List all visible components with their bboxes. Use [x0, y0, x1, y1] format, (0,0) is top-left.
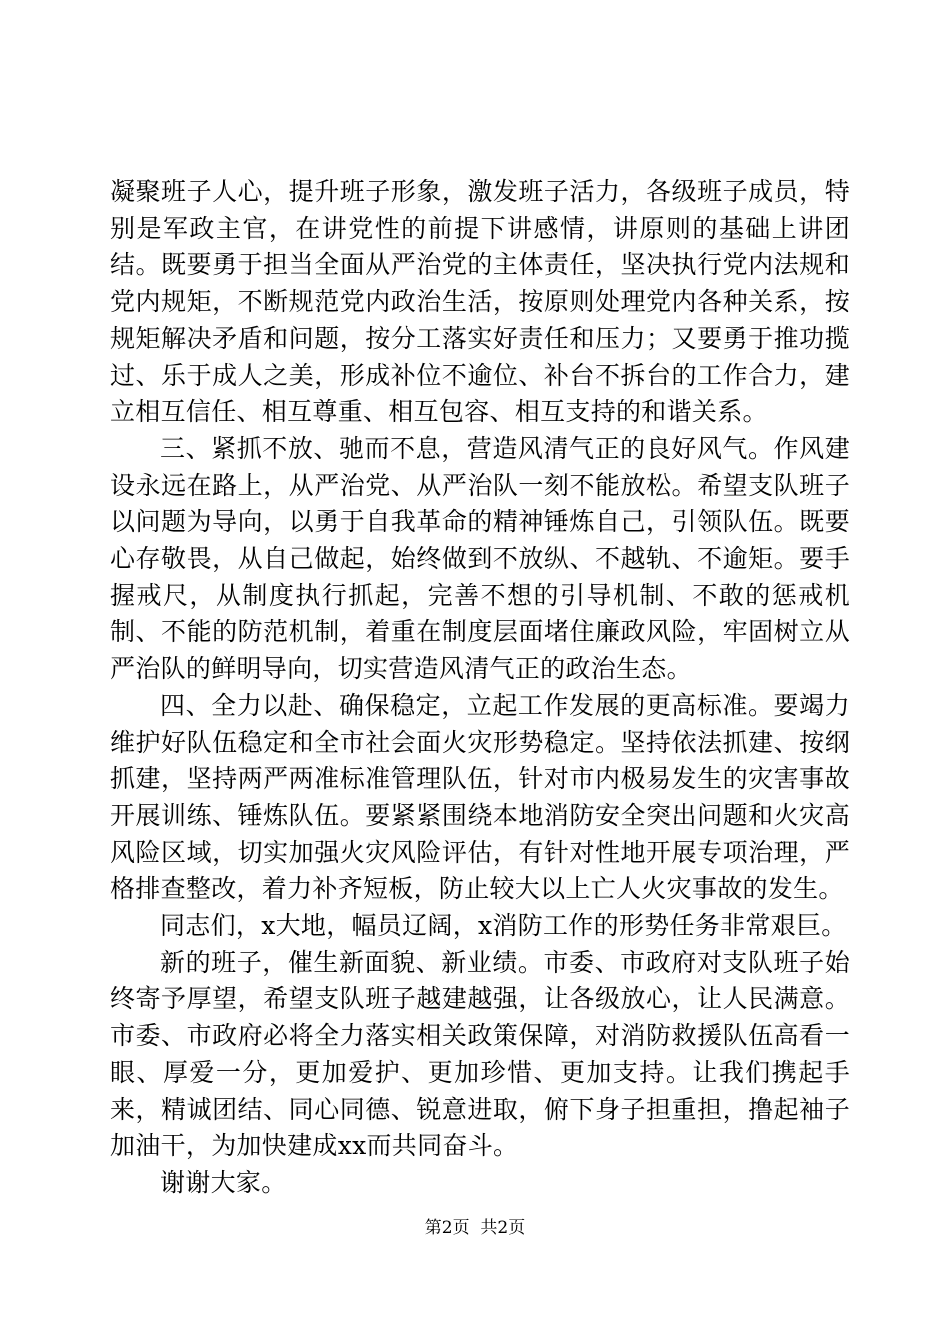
page-number: 第2页 共2页 — [424, 1218, 526, 1238]
paragraph-5: 新的班子，催生新面貌、新业绩。市委、市政府对支队班子始终寄予厚望，希望支队班子越建越强，让各级放心，让人民满意。市委、市政府必将全力落实相关政策保障，对消防救援队伍高看一眼、厚爱一分，更加爱护、更加珍惜、更加支持。让我们携起手来，精诚团结、同心同德、锐意进取，俯下身子担重担，撸起袖子加油干，为加快建成xx而共同奋斗。 — [110, 947, 850, 1161]
page-footer — [0, 1216, 950, 1240]
paragraph-1: 凝聚班子人心，提升班子形象，激发班子活力，各级班子成员，特别是军政主官，在讲党性的前提下讲感情，讲原则的基础上讲团结。既要勇于担当全面从严治党的主体责任，坚决执行党内法规和党内规矩，不断规范党内政治生活，按原则处理党内各种关系，按规矩解决矛盾和问题，按分工落实好责任和压力；又要勇于推功揽过、乐于成人之美，形成补位不逾位、补台不拆台的工作合力，建立相互信任、相互尊重、相互包容、相互支持的和谐关系。 — [110, 177, 850, 427]
document-body — [110, 174, 850, 1202]
paragraph-4: 同志们，x大地，幅员辽阔，x消防工作的形势任务非常艰巨。 — [160, 911, 847, 941]
paragraph-2: 三、紧抓不放、驰而不息，营造风清气正的良好风气。作风建设永远在路上，从严治党、从严治队一刻不能放松。希望支队班子以问题为导向，以勇于自我革命的精神锤炼自己，引领队伍。既要心存敬畏，从自己做起，始终做到不放纵、不越轨、不逾矩。要手握戒尺，从制度执行抓起，完善不想的引导机制、不敢的惩戒机制、不能的防范机制，着重在制度层面堵住廉政风险，牢固树立从严治队的鲜明导向，切实营造风清气正的政治生态。 — [110, 433, 850, 684]
paragraph-6: 谢谢大家。 — [160, 1167, 287, 1197]
paragraph-3: 四、全力以赴、确保稳定，立起工作发展的更高标准。要竭力维护好队伍稳定和全市社会面火灾形势稳定。坚持依法抓建、按纲抓建，坚持两严两准标准管理队伍，针对市内极易发生的灾害事故开展训练、锤炼队伍。要紧紧围绕本地消防安全突出问题和火灾高风险区域，切实加强火灾风险评估，有针对性地开展专项治理，严格排查整改，着力补齐短板，防止较大以上亡人火灾事故的发生。 — [110, 690, 850, 904]
